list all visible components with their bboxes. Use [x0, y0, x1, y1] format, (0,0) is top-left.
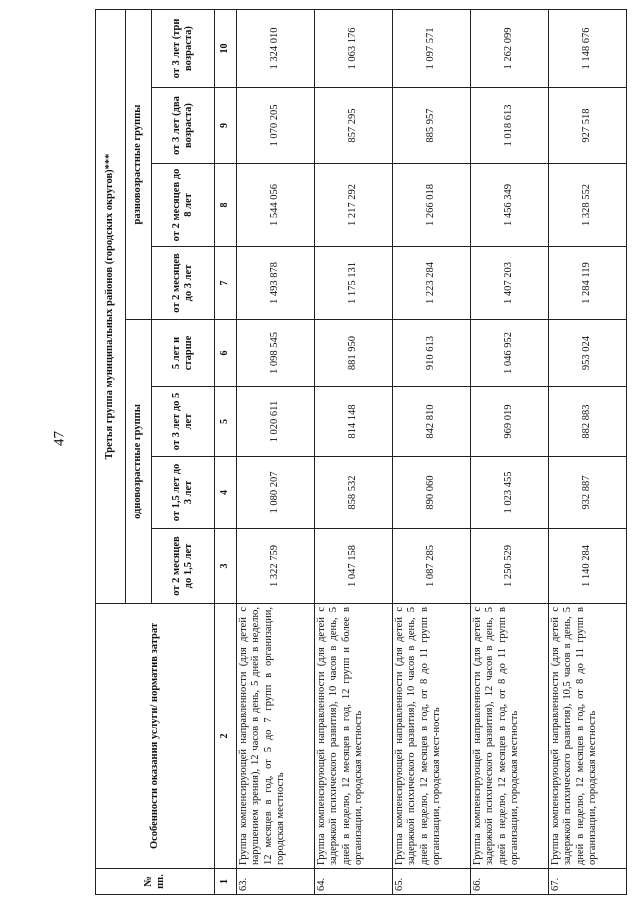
index-cell: 3	[214, 529, 236, 604]
header-description: Особенности оказания услуги/ норматив затрат	[96, 604, 215, 869]
cost-value-cell: 1 328 552	[548, 164, 626, 247]
header-sub-6: от 2 месяцев до 8 лет	[152, 164, 214, 247]
table-row	[392, 10, 470, 895]
table-row	[470, 10, 548, 895]
index-cell: 4	[214, 457, 236, 529]
cost-value-cell: 1 087 285	[392, 529, 470, 604]
cost-value-cell: 885 957	[392, 88, 470, 164]
index-cell: 6	[214, 320, 236, 387]
header-sub-3: от 3 лет до 5 лет	[152, 387, 214, 457]
cost-value-cell: 1 175 131	[314, 247, 392, 320]
cost-value-cell: 1 493 878	[236, 247, 314, 320]
cost-value-cell: 857 295	[314, 88, 392, 164]
header-single-age: одновозрастные группы	[125, 320, 152, 604]
table-body	[236, 10, 626, 895]
cost-value-cell: 1 322 759	[236, 529, 314, 604]
header-number: № пп.	[96, 869, 215, 895]
cost-value-cell: 910 613	[392, 320, 470, 387]
index-cell: 2	[214, 604, 236, 869]
header-sub-2: от 1,5 лет до 3 лет	[152, 457, 214, 529]
page-number: 47	[51, 431, 68, 446]
cost-value-cell: 1 080 207	[236, 457, 314, 529]
row-description: Группа компенсирующей направленности (для детей с нарушением зрения), 12 часов в день, 5 дней в неделю, 12 месяцев в год, от 5 до 7 групп в организации, городская местность	[236, 604, 314, 869]
cost-value-cell: 1 020 611	[236, 387, 314, 457]
row-description: Группа компенсирующей направленности (для детей с задержкой психического развития), 10 часов в день, 5 дней в неделю, 12 месяцев в год, 12 групп и более в организации, городская местность	[314, 604, 392, 869]
cost-value-cell: 1 047 158	[314, 529, 392, 604]
cost-value-cell: 890 060	[392, 457, 470, 529]
row-number: 64.	[314, 869, 392, 895]
cost-value-cell: 842 810	[392, 387, 470, 457]
header-sub-7: от 3 лет (два возраста)	[152, 88, 214, 164]
header-group-title: Третья группа муниципальных районов (городских округов)***	[96, 10, 126, 604]
cost-value-cell: 1 023 455	[470, 457, 548, 529]
row-number: 67.	[548, 869, 626, 895]
table-row	[236, 10, 314, 895]
cost-value-cell: 1 223 284	[392, 247, 470, 320]
header-sub-4: 5 лет и старше	[152, 320, 214, 387]
cost-value-cell: 1 544 056	[236, 164, 314, 247]
cost-value-cell: 1 098 545	[236, 320, 314, 387]
table-row	[314, 10, 392, 895]
index-cell: 10	[214, 10, 236, 88]
cost-standards-table	[95, 9, 627, 895]
cost-value-cell: 1 097 571	[392, 10, 470, 88]
row-description: Группа компенсирующей направленности (для детей с задержкой психического развития), 12 часов в день, 5 дней в неделю, 12 месяцев в год, от 8 до 11 групп в организации, городская местность	[470, 604, 548, 869]
column-index-row	[214, 10, 236, 895]
header-sub-8: от 3 лет (три возраста)	[152, 10, 214, 88]
row-number: 66.	[470, 869, 548, 895]
row-description: Группа компенсирующей направленности (для детей с задержкой психического развития), 10 часов в день, 5 дней в неделю, 12 месяцев в год, от 8 до 11 групп в организации, городская мест-ность	[392, 604, 470, 869]
header-multi-age: разновозрастные группы	[125, 10, 152, 320]
cost-value-cell: 1 407 203	[470, 247, 548, 320]
cost-value-cell: 927 518	[548, 88, 626, 164]
cost-value-cell: 1 046 952	[470, 320, 548, 387]
index-cell: 1	[214, 869, 236, 895]
row-number: 63.	[236, 869, 314, 895]
cost-value-cell: 1 266 018	[392, 164, 470, 247]
cost-value-cell: 969 019	[470, 387, 548, 457]
cost-value-cell: 953 024	[548, 320, 626, 387]
header-sub-1: от 2 месяцев до 1,5 лет	[152, 529, 214, 604]
cost-value-cell: 858 532	[314, 457, 392, 529]
cost-value-cell: 1 018 613	[470, 88, 548, 164]
header-sub-5: от 2 месяцев до 3 лет	[152, 247, 214, 320]
cost-value-cell: 1 140 284	[548, 529, 626, 604]
cost-value-cell: 1 063 176	[314, 10, 392, 88]
cost-value-cell: 1 217 292	[314, 164, 392, 247]
cost-value-cell: 1 148 676	[548, 10, 626, 88]
cost-value-cell: 882 883	[548, 387, 626, 457]
cost-value-cell: 1 070 205	[236, 88, 314, 164]
cost-value-cell: 1 324 010	[236, 10, 314, 88]
row-number: 65.	[392, 869, 470, 895]
cost-value-cell: 932 887	[548, 457, 626, 529]
cost-value-cell: 814 148	[314, 387, 392, 457]
index-cell: 5	[214, 387, 236, 457]
table-row	[548, 10, 626, 895]
cost-value-cell: 1 284 119	[548, 247, 626, 320]
cost-value-cell: 1 262 099	[470, 10, 548, 88]
index-cell: 8	[214, 164, 236, 247]
cost-value-cell: 1 250 529	[470, 529, 548, 604]
index-cell: 9	[214, 88, 236, 164]
row-description: Группа компенсирующей направленности (для детей с задержкой психического развития), 10,5 часов в день, 5 дней в неделю, 12 месяцев в год, от 8 до 11 групп в организации, городская местность	[548, 604, 626, 869]
index-cell: 7	[214, 247, 236, 320]
cost-value-cell: 1 456 349	[470, 164, 548, 247]
rotated-table-container	[95, 10, 627, 895]
cost-value-cell: 881 950	[314, 320, 392, 387]
